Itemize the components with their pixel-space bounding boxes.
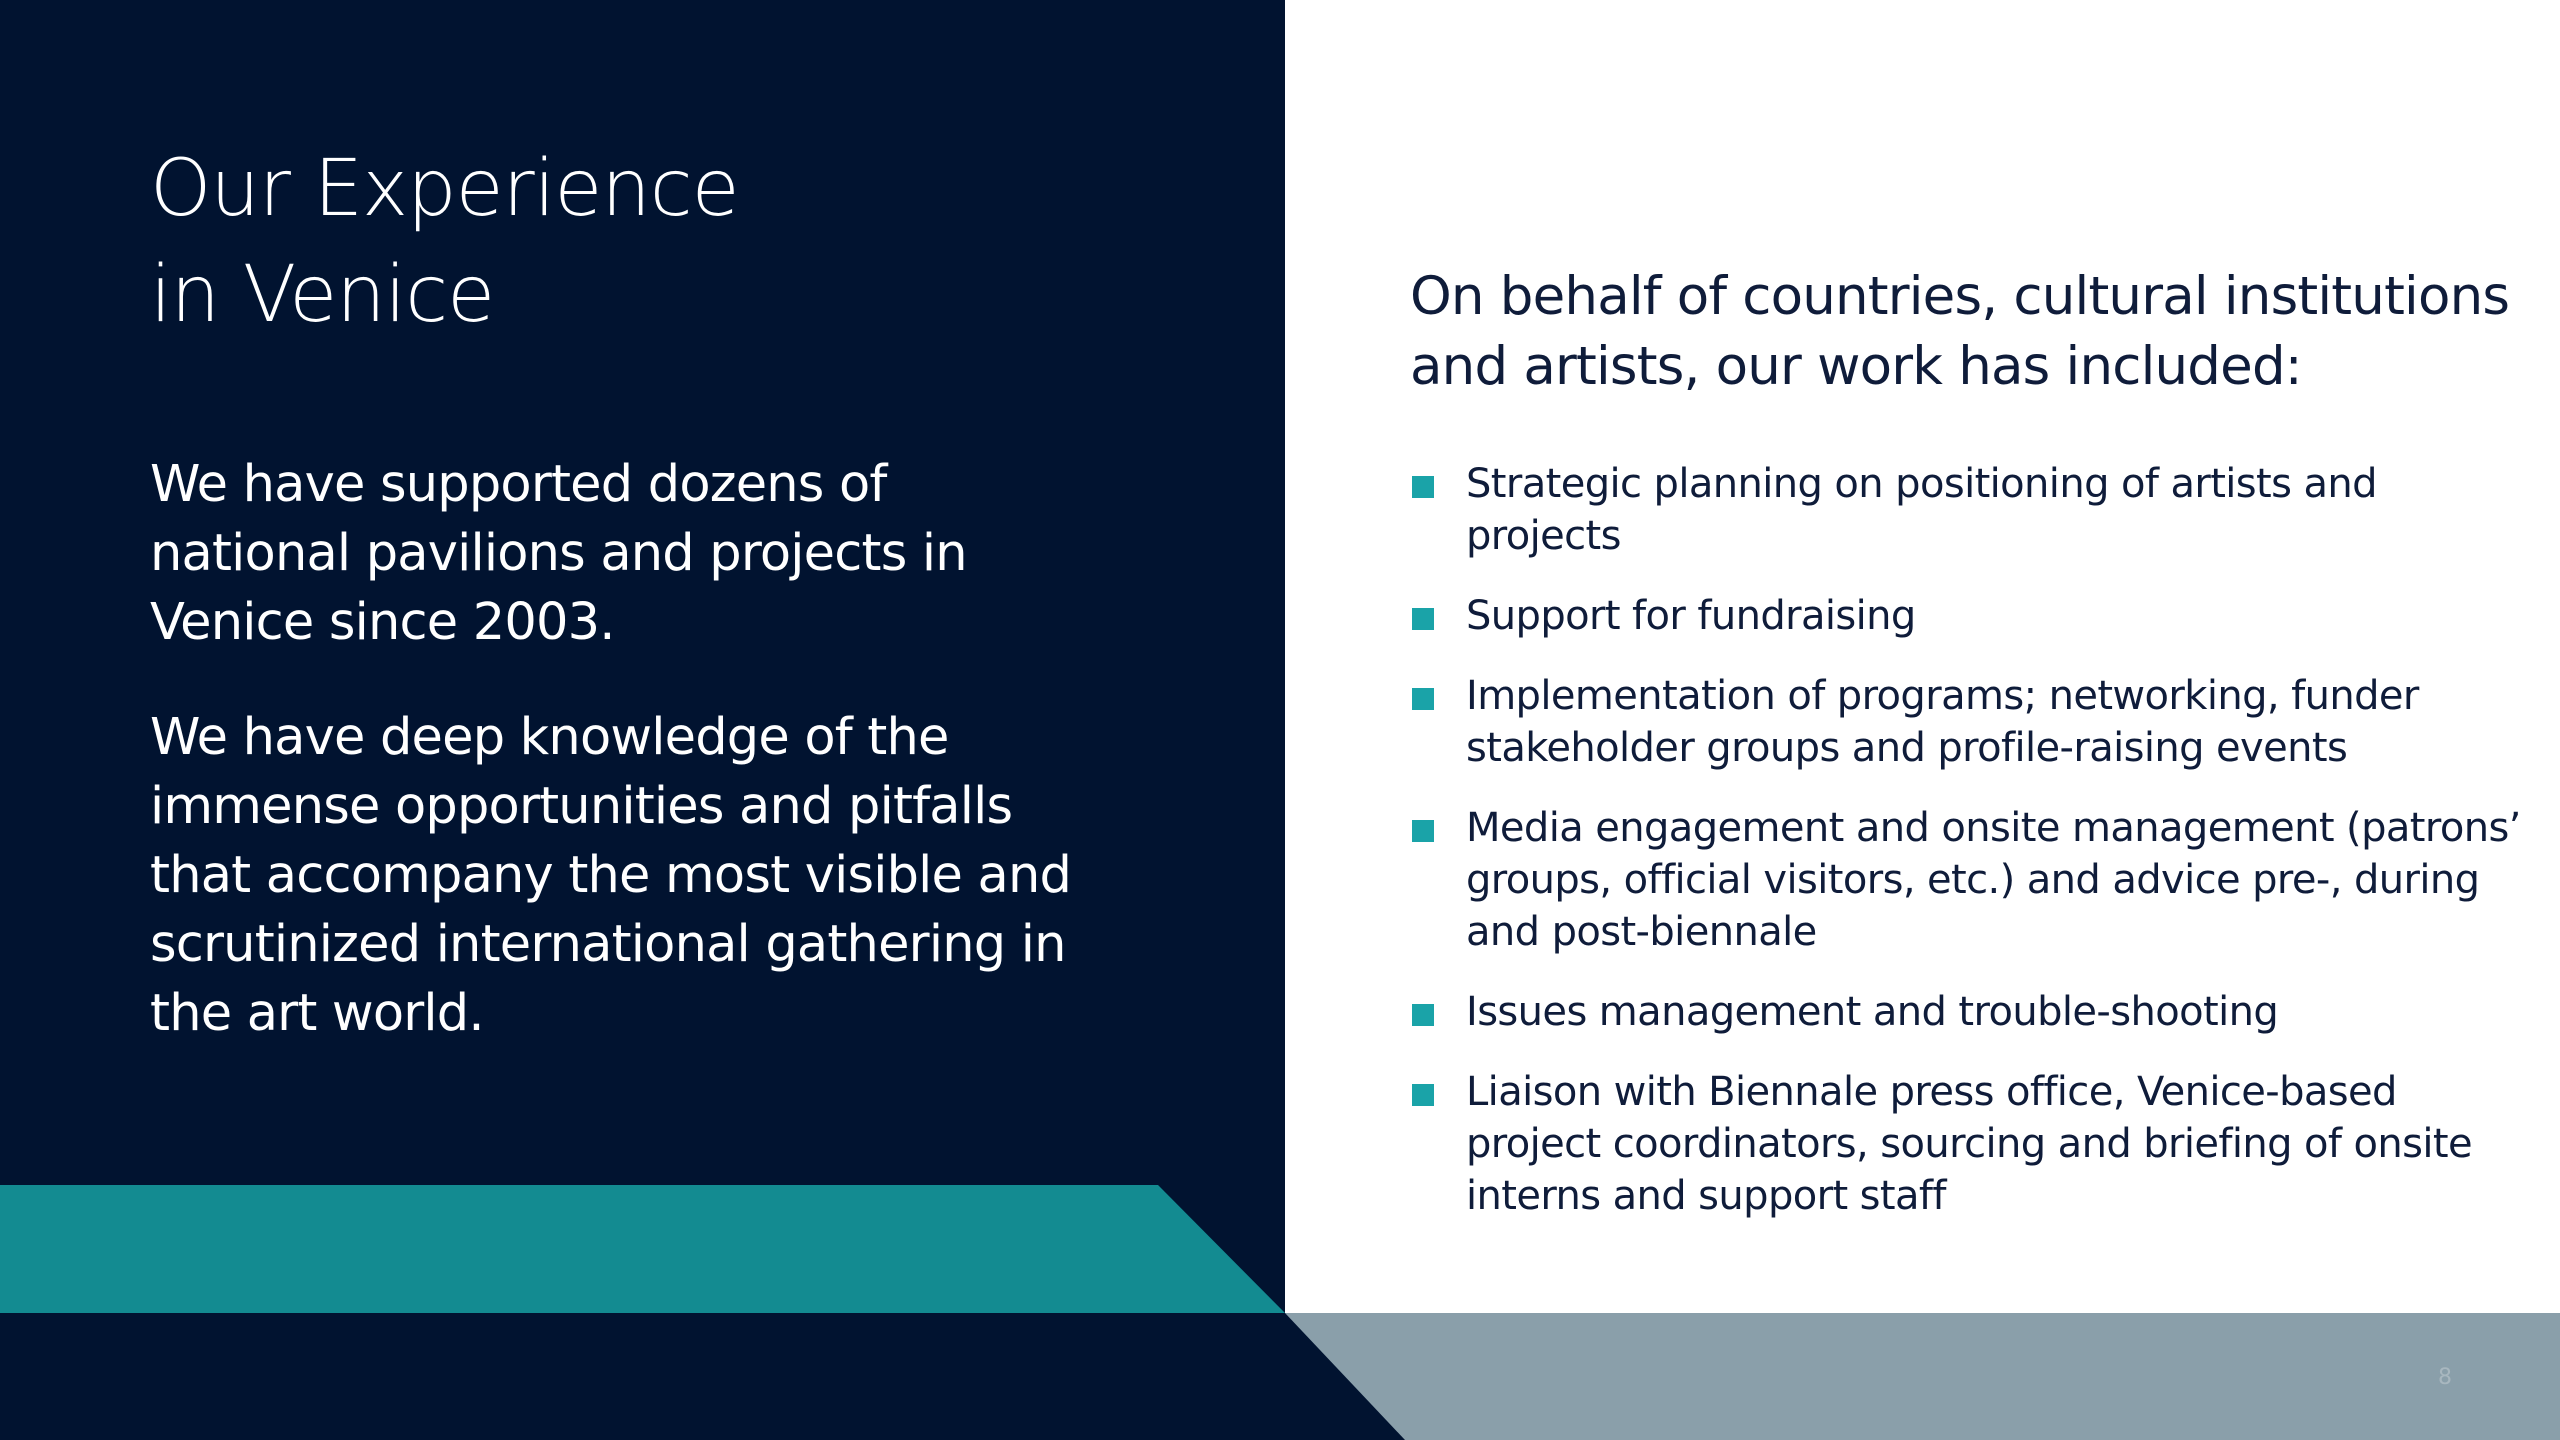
list-item <box>1410 590 2530 642</box>
title-line-2: in Venice <box>150 250 495 340</box>
list-item <box>1410 458 2530 562</box>
left-paragraph-1: We have supported dozens of national pavilions and projects in Venice since 2003. <box>150 455 967 652</box>
page-number: 8 <box>2438 1365 2452 1390</box>
square-bullet-icon <box>1412 1004 1434 1026</box>
title-line-1: Our Experience <box>150 144 739 234</box>
list-item <box>1410 1066 2530 1222</box>
square-bullet-icon <box>1412 688 1434 710</box>
list-item-text: Issues management and trouble-shooting <box>1466 989 2279 1035</box>
square-bullet-icon <box>1412 608 1434 630</box>
left-paragraph-2: We have deep knowledge of the immense opportunities and pitfalls that accompany the most visible and scrutinized international gathering in the art world. <box>150 708 1072 1043</box>
intro-heading: On behalf of countries, cultural institutions and artists, our work has included: <box>1410 266 2510 397</box>
grey-footer-band <box>1285 1313 2560 1440</box>
list-item <box>1410 802 2530 958</box>
slide-title <box>150 136 739 348</box>
square-bullet-icon <box>1412 1084 1434 1106</box>
teal-accent-band <box>0 1185 1285 1313</box>
list-item-text: Media engagement and onsite management (patrons’ groups, official visitors, etc.) and advice pre-, during and post-biennale <box>1466 805 2521 955</box>
square-bullet-icon <box>1412 476 1434 498</box>
square-bullet-icon <box>1412 820 1434 842</box>
list-item-text: Implementation of programs; networking, funder stakeholder groups and profile-raising events <box>1466 673 2419 771</box>
list-item <box>1410 670 2530 774</box>
services-list <box>1410 458 2530 1250</box>
list-item-text: Liaison with Biennale press office, Venice-based project coordinators, sourcing and briefing of onsite interns and support staff <box>1466 1069 2472 1219</box>
list-item-text: Support for fundraising <box>1466 593 1916 639</box>
list-item <box>1410 986 2530 1038</box>
list-item-text: Strategic planning on positioning of artists and projects <box>1466 461 2377 559</box>
